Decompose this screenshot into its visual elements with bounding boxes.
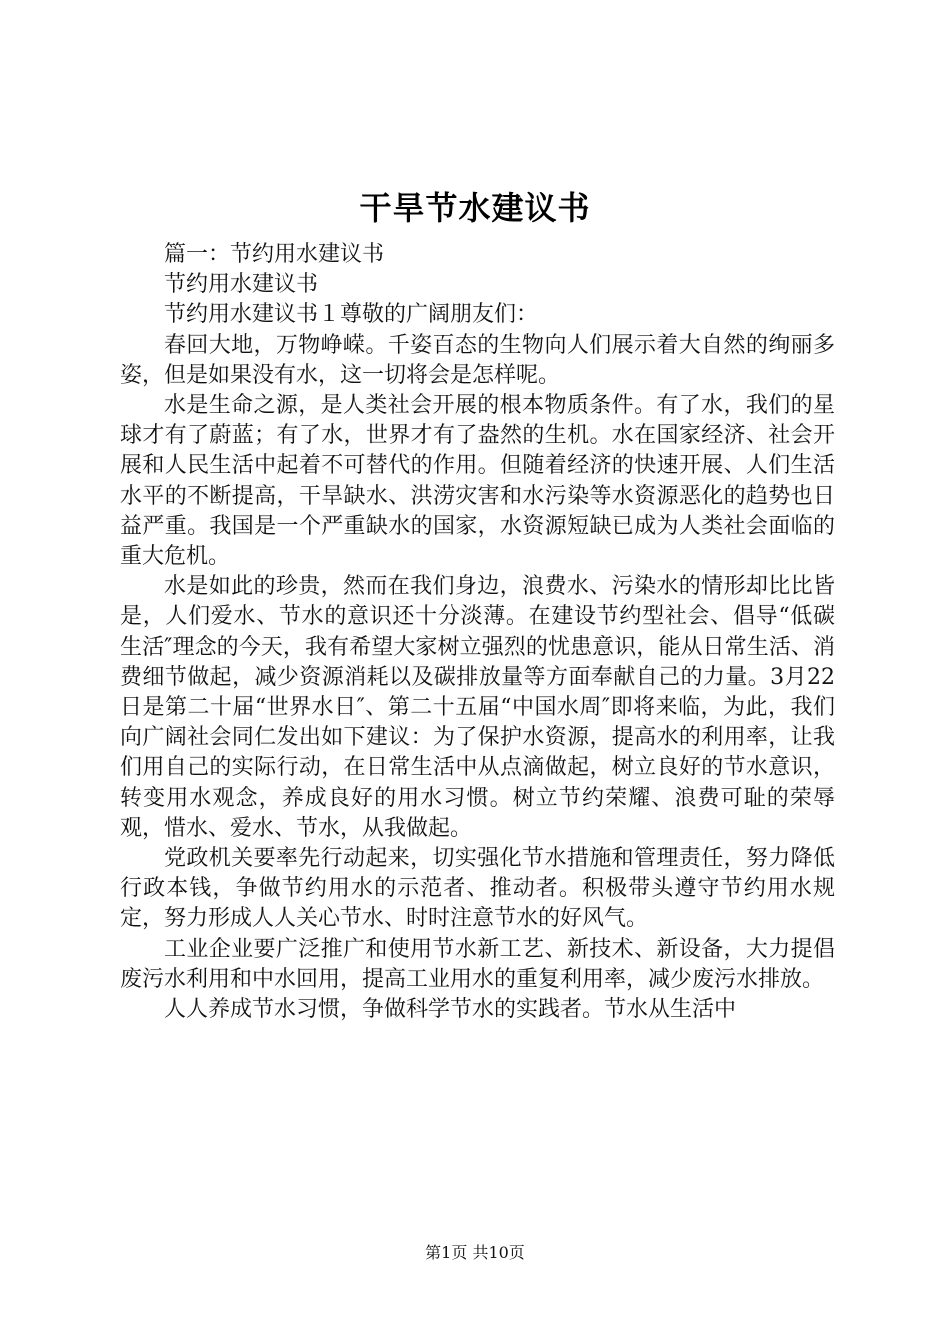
paragraph: 党政机关要率先行动起来，切实强化节水措施和管理责任，努力降低行政本钱，争做节约用水的示范者、推动者。积极带头遵守节约用水规定，努力形成人人关心节水、时时注意节水的好风气。 (120, 846, 835, 932)
page-number-footer: 第1页 共10页 (425, 1243, 525, 1262)
paragraph: 篇一：节约用水建议书 (164, 242, 385, 267)
paragraph: 水是生命之源，是人类社会开展的根本物质条件。有了水，我们的星球才有了蔚蓝；有了水，世界才有了盎然的生机。水在国家经济、社会开展和人民生活中起着不可替代的作用。但随着经济的快速开展、人们生活水平的不断提高，干旱缺水、洪涝灾害和水污染等水资源恶化的趋势也日益严重。我国是一个严重缺水的国家，水资源短缺已成为人类社会面临的重大危机。 (120, 393, 835, 570)
paragraph: 人人养成节水习惯，争做科学节水的实践者。节水从生活中 (164, 997, 737, 1023)
paragraph: 水是如此的珍贵，然而在我们身边，浪费水、污染水的情形却比比皆是，人们爱水、节水的意识还十分淡薄。在建设节约型社会、倡导“低碳生活″理念的今天，我有希望大家树立强烈的忧患意识，能从日常生活、消费细节做起，减少资源消耗以及碳排放量等方面奉献自己的力量。3月22日是第二十届“世界水日″、第二十五届“中国水周″即将来临，为此，我们向广阔社会同仁发出如下建议：为了保护水资源，提高水的利用率，让我们用自己的实际行动，在日常生活中从点滴做起，树立良好的节水意识，转变用水观念，养成良好的用水习惯。树立节约荣耀、浪费可耻的荣辱观，惜水、爱水、节水，从我做起。 (120, 574, 835, 841)
paragraph: 春回大地，万物峥嵘。千姿百态的生物向人们展示着大自然的绚丽多姿，但是如果没有水，这一切将会是怎样呢。 (120, 332, 835, 388)
paragraph: 工业企业要广泛推广和使用节水新工艺、新技术、新设备，大力提倡废污水利用和中水回用，提高工业用水的重复利用率，减少废污水排放。 (120, 936, 835, 992)
paragraph: 节约用水建议书 (164, 272, 319, 298)
paragraph: 节约用水建议书１尊敬的广阔朋友们： (164, 302, 539, 328)
document-body (120, 240, 835, 1025)
document-title: 干旱节水建议书 (359, 189, 591, 227)
